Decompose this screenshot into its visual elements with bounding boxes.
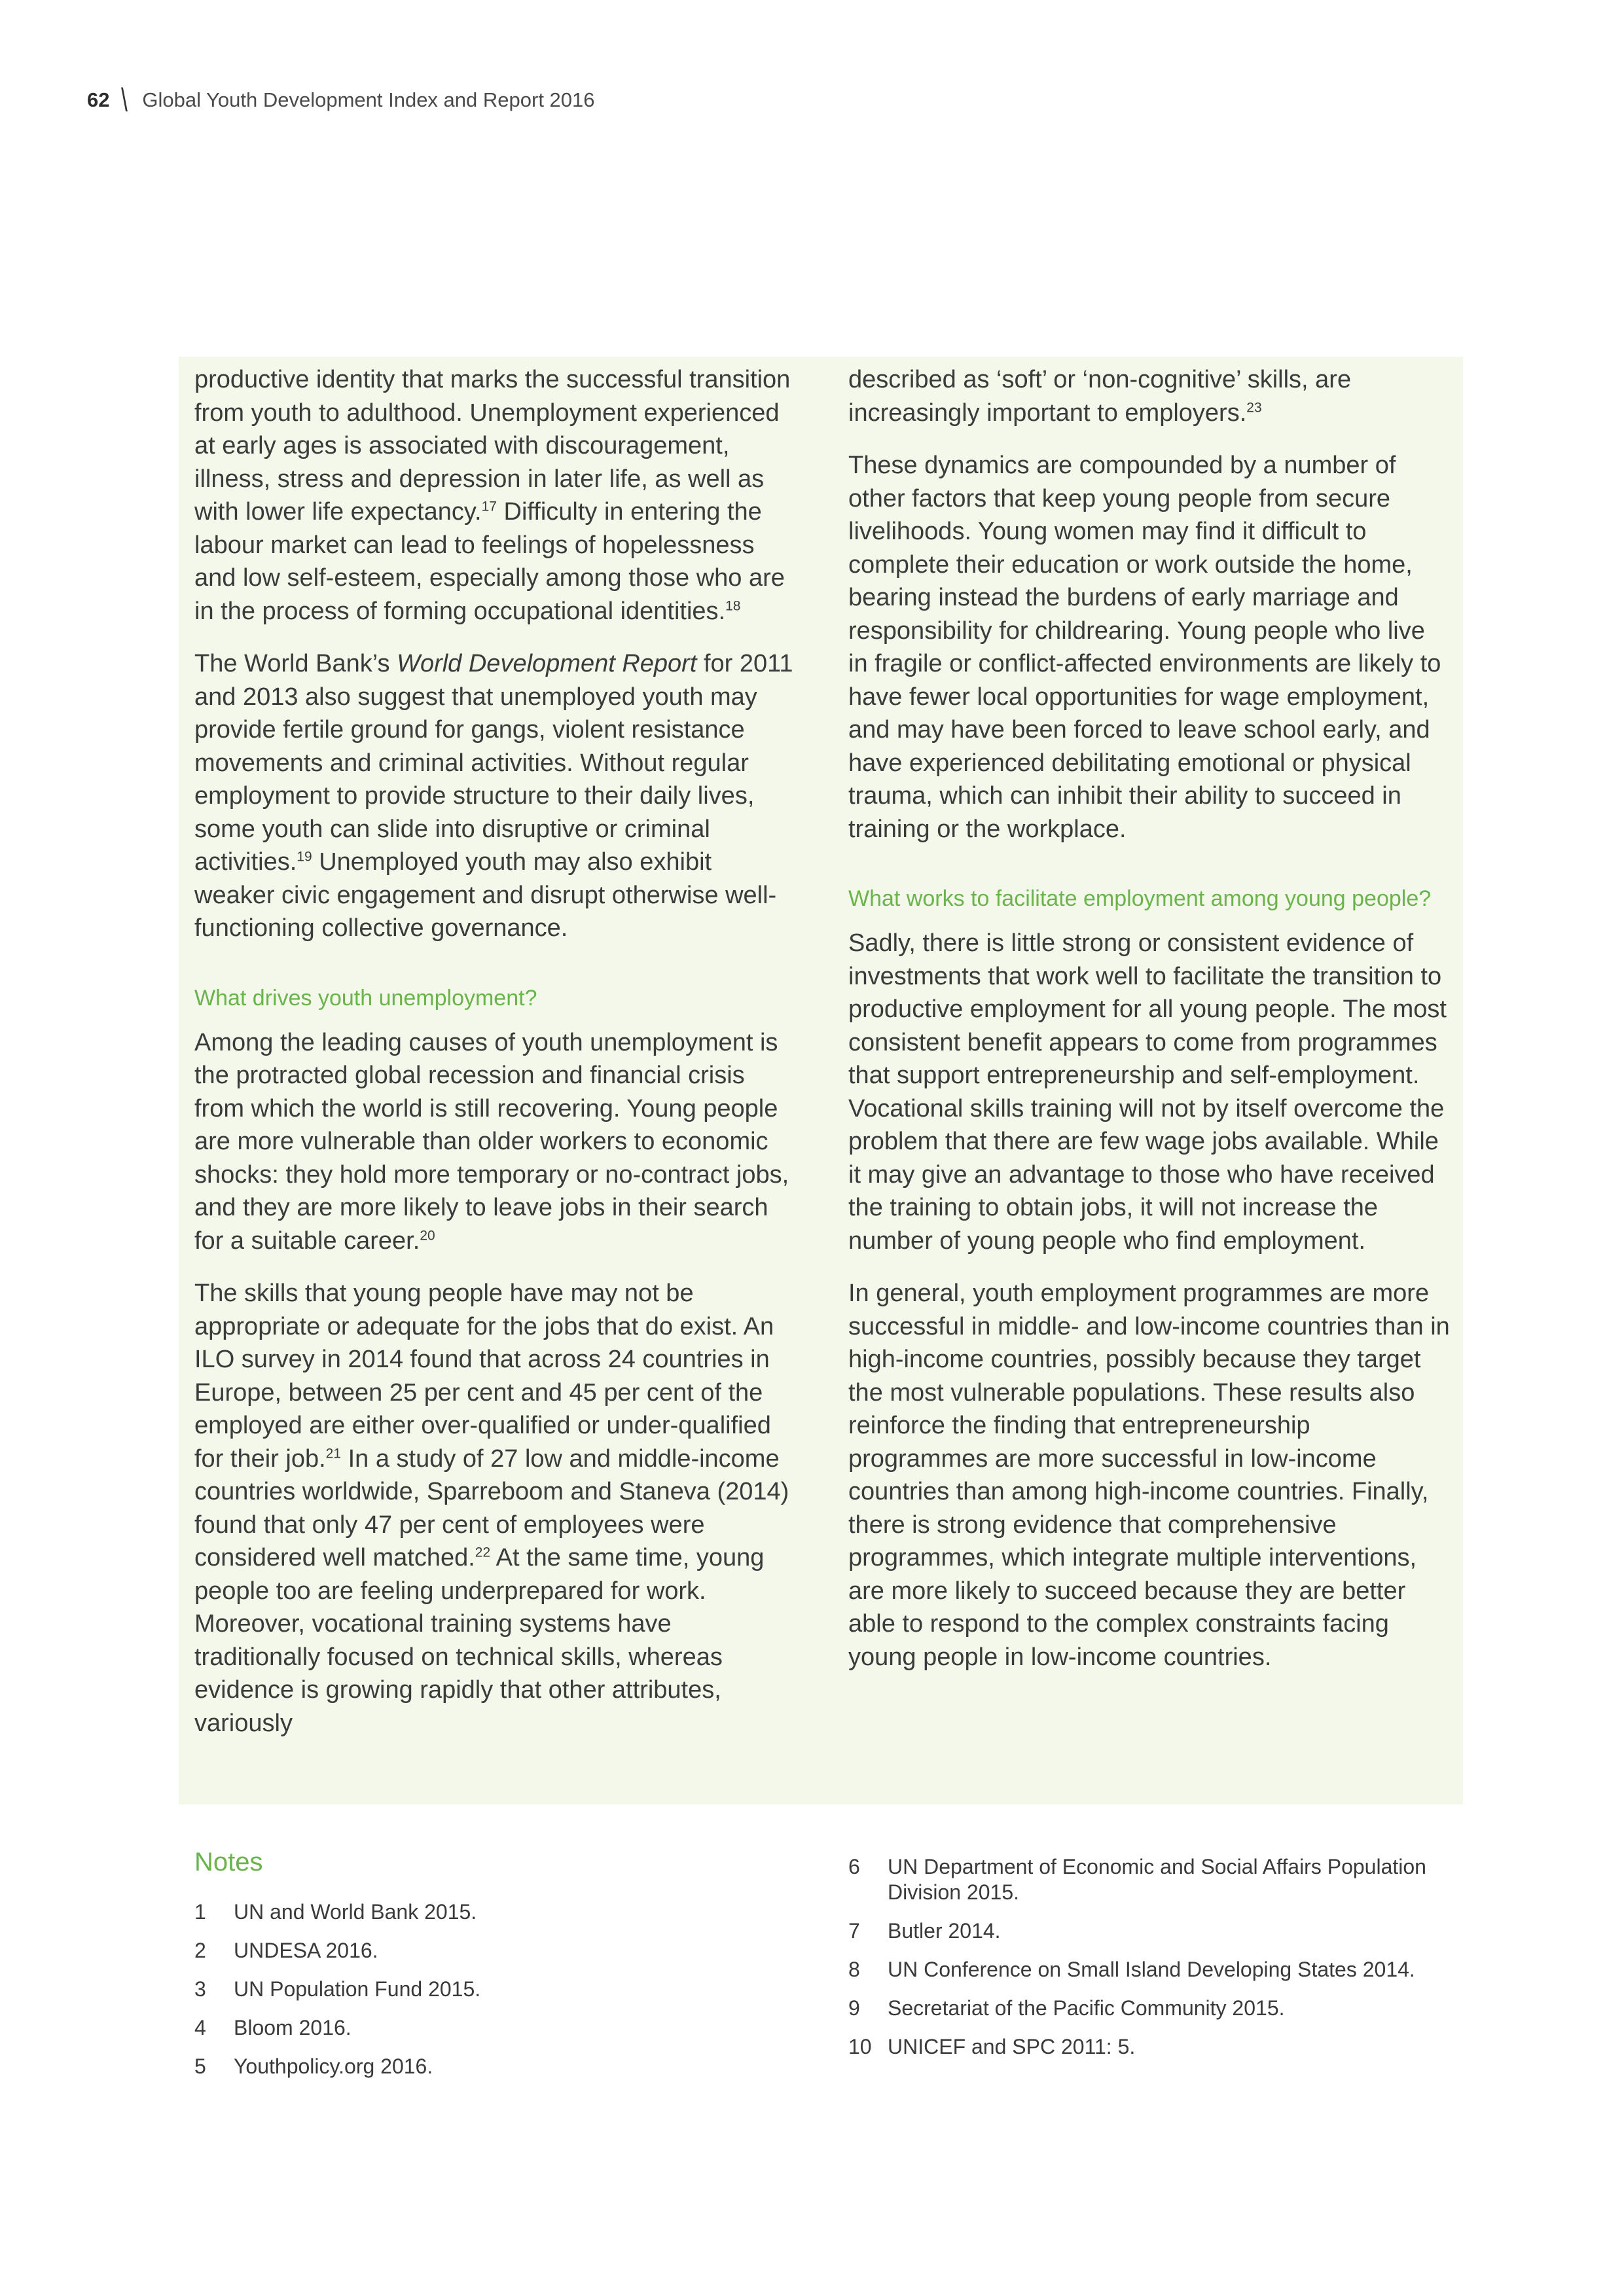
note-item: 8 UN Conference on Small Island Developing States 2014. <box>848 1958 1415 1981</box>
notes-continued <box>848 1854 1477 2073</box>
notes-list-right <box>848 1854 1477 2060</box>
note-item: 4 Bloom 2016. <box>194 2016 352 2039</box>
left-column <box>194 363 797 1759</box>
paragraph: In general, youth employment programmes are more successful in middle- and low-income countries than in high-income countries, possibly because they target the most vulnerable populations. These results also reinforce the finding that entrepreneurship programmes are more successful in low-income countries than among high-income countries. Finally, there is strong evidence that comprehensive programmes, which integrate multiple interventions, are more likely to succeed because they are better able to respond to the complex constraints facing young people in low-income countries. <box>848 1280 1450 1671</box>
section-heading: What drives youth unemployment? <box>194 985 537 1011</box>
note-item: 10 UNICEF and SPC 2011: 5. <box>848 2035 1136 2058</box>
running-header <box>87 84 595 117</box>
footnote-ref: 20 <box>420 1227 435 1243</box>
footnote-ref: 17 <box>481 499 497 514</box>
notes-list-left <box>194 1899 784 2079</box>
note-item: 2 UNDESA 2016. <box>194 1939 378 1962</box>
footnote-ref: 21 <box>325 1445 342 1461</box>
note-item: 5 Youthpolicy.org 2016. <box>194 2054 433 2078</box>
note-item: 9 Secretariat of the Pacific Community 2015. <box>848 1996 1285 2020</box>
paragraph: productive identity that marks the successful transition from youth to adulthood. Unemployment experienced at early ages is associated with discouragement, illness, stress and depression in later life, as well as with lower life expectancy.$^{17}$ Difficulty in entering the labour market can lead to feelings of hopelessness and low self-esteem, especially among those who are in the process of forming occupational identities.$^{18}$ <box>194 366 791 625</box>
footnote-ref: 23 <box>1246 399 1262 415</box>
paragraph: The World Bank’s World Development Report for 2011 and 2013 also suggest that unemployed youth may provide fertile ground for gangs, violent resistance movements and criminal activities. Without regular employment to provide structure to their daily lives, some youth can slide into disruptive or criminal activities.$^{19}$ Unemployed youth may also exhibit weaker civic engagement and disrupt otherwise well-functioning collective governance. <box>194 650 793 942</box>
note-item: 7 Butler 2014. <box>848 1919 1001 1943</box>
note-item: 1 UN and World Bank 2015. <box>194 1900 477 1924</box>
paragraph: Sadly, there is little strong or consistent evidence of investments that work well to facilitate the transition to productive employment for all young people. The most consistent benefit appears to come from programmes that support entrepreneurship and self-employment. Vocational skills training will not by itself overcome the problem that there are few wage jobs available. While it may give an advantage to those who have received the training to obtain jobs, it will not increase the number of young people who find employment. <box>848 929 1447 1255</box>
right-column <box>848 363 1451 1693</box>
notes-title: Notes <box>194 1848 263 1876</box>
footnote-ref: 22 <box>475 1545 491 1560</box>
section-heading: What works to facilitate employment among young people? <box>848 886 1432 911</box>
notes-section <box>194 1846 784 2092</box>
footnote-ref: 19 <box>297 849 312 865</box>
paragraph: The skills that young people have may not be appropriate or adequate for the jobs that do exist. An ILO survey in 2014 found that across 24 countries in Europe, between 25 per cent and 45 per cent of the employed are either over-qualified or under-qualified for their job.$^{21}$ In a study of 27 low and middle-income countries worldwide, Sparreboom and Staneva (2014) found that only 47 per cent of employees were considered well matched.$^{22}$ At the same time, young people too are feeling underprepared for work. Moreover, vocational training systems have traditionally focused on technical skills, whereas evidence is growing rapidly that other attributes, variously <box>194 1280 789 1737</box>
note-item: 3 UN Population Fund 2015. <box>194 1977 481 2001</box>
header-separator: \ <box>121 82 128 118</box>
page-number: 62 <box>87 88 110 111</box>
paragraph: described as ‘soft’ or ‘non-cognitive’ skills, are increasingly important to employers.$^{23}$ <box>848 366 1352 427</box>
paragraph: Among the leading causes of youth unemployment is the protracted global recession and financial crisis from which the world is still recovering. Young people are more vulnerable than older workers to economic shocks: they hold more temporary or no-contract jobs, and they are more likely to leave jobs in their search for a suitable career.$^{20}$ <box>194 1028 789 1255</box>
report-title: Global Youth Development Index and Report 2016 <box>142 88 595 111</box>
note-item: 6 UN Department of Economic and Social Affairs Population Division 2015. <box>848 1855 1426 1904</box>
paragraph: These dynamics are compounded by a number of other factors that keep young people from secure livelihoods. Young women may find it difficult to complete their education or work outside the home, bearing instead the burdens of early marriage and responsibility for childrearing. Young people who live in fragile or conflict-affected environments are likely to have fewer local opportunities for wage employment, and may have been forced to leave school early, and have experienced debilitating emotional or physical trauma, which can inhibit their ability to succeed in training or the workplace. <box>848 452 1441 843</box>
footnote-ref: 18 <box>725 598 741 613</box>
report-name: World Development Report <box>397 650 697 677</box>
